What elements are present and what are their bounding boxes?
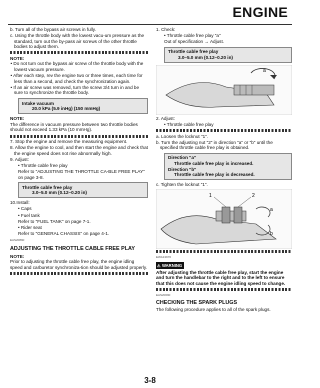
dash-rule bbox=[156, 129, 292, 132]
step-10-bullet: • Caps bbox=[18, 206, 32, 212]
spec-box-intake-vacuum bbox=[18, 98, 148, 114]
spec-value: 3.0–5.0 mm (0.12–0.20 in) bbox=[178, 54, 233, 60]
section-title: CHECKING THE SPARK PLUGS bbox=[156, 300, 238, 307]
note-bullet: • If an air screw was removed, turn the screw 3/4 turn in and be sure to synchronize the throttle body. bbox=[10, 84, 140, 96]
header-rule bbox=[8, 24, 292, 25]
section-text: The following procedure applies to all of the spark plugs. bbox=[156, 307, 271, 313]
dash-rule bbox=[10, 135, 148, 138]
direction-b-text: Throttle cable free play is decreased. bbox=[174, 172, 255, 178]
step-c2: c. Tighten the locknut "1". bbox=[156, 182, 208, 188]
step-10-bullet: • Rider seat bbox=[18, 224, 42, 230]
adjusting-nut-illustration bbox=[156, 189, 292, 249]
warning-text: After adjusting the throttle cable free play, start the engine and turn the handlebar to the right and to the left to ensure that this does not cause the engine idling speed to change. bbox=[156, 269, 286, 286]
step-9: 9. Adjust: bbox=[10, 156, 29, 162]
fig1-label-a: a bbox=[263, 67, 266, 74]
step-1-sub: Out of specification → Adjust. bbox=[164, 39, 225, 45]
warning-badge bbox=[156, 262, 184, 269]
warning-label: WARNING bbox=[161, 262, 183, 268]
adjusting-nut-figure bbox=[156, 189, 292, 249]
dash-rule bbox=[156, 250, 292, 253]
section-title: ADJUSTING THE THROTTLE CABLE FREE PLAY bbox=[10, 246, 135, 252]
dash-rule bbox=[10, 51, 148, 54]
note-heading: NOTE: bbox=[10, 253, 25, 259]
left-column bbox=[10, 27, 148, 276]
note-text: The difference in vacuum pressure between two throttle bodies should not exceed 1.33 kPa (10 mmHg). bbox=[10, 121, 138, 133]
spec-label: Throttle cable free play bbox=[168, 49, 219, 55]
step-8: 8. Allow the engine to cool, and then start the engine and check that the engine speed does not rise abnormally high. bbox=[10, 145, 148, 156]
direction-a: Direction "a" bbox=[168, 155, 197, 161]
spec-box-throttle-free-play bbox=[164, 47, 292, 63]
step-10: 10.Install: bbox=[10, 200, 30, 206]
section-code: EAS20690 bbox=[156, 292, 171, 297]
header-title: ENGINE bbox=[232, 4, 288, 20]
fig2-label-a: a bbox=[270, 206, 273, 213]
fig2-label-1: 1 bbox=[209, 192, 212, 199]
step-10-bullet: • Fuel tank bbox=[18, 212, 40, 218]
spec-value: 20.0 kPa (5.9 inHg) (150 mmHg) bbox=[32, 106, 101, 112]
spec-label: Intake vacuum bbox=[22, 100, 54, 106]
throttle-grip-figure bbox=[156, 65, 292, 115]
page-number: 3-8 bbox=[144, 376, 156, 385]
dash-rule bbox=[156, 288, 292, 291]
spec-box-throttle-free-play bbox=[18, 182, 148, 198]
note-heading: NOTE: bbox=[10, 55, 25, 61]
note-bullet: • Do not turn out the bypass air screw of the throttle body with the lowest vacuum pressure. bbox=[10, 61, 144, 73]
step-c: c. Using the throttle body with the lowest vacu-um pressure as the standard, turn out the by-pass air screws of the other throttle bodies to adjust them. bbox=[10, 33, 145, 50]
step-7: 7. Stop the engine and remove the measuring equipment. bbox=[10, 139, 128, 144]
step-9-bullet: • Throttle cable free play bbox=[18, 162, 68, 168]
direction-a-text: Throttle cable free play is increased. bbox=[174, 161, 254, 167]
spec-value: 3.0–5.0 mm (0.12–0.20 in) bbox=[32, 190, 87, 196]
warning-code: EWA13970 bbox=[156, 255, 172, 260]
warning-triangle-icon: ⚠ bbox=[157, 262, 161, 268]
note-text: Prior to adjusting the throttle cable free play, the engine idling speed and carburetor synchroniza-tion should be adjusted properly. bbox=[10, 259, 148, 270]
warning-block bbox=[156, 262, 292, 286]
note-bullet: • After each step, rev the engine two or three times, each time for less than a second, and check the synchronization again. bbox=[10, 73, 143, 84]
right-column bbox=[156, 27, 292, 313]
direction-box bbox=[164, 153, 292, 180]
step-1: 1. Check: bbox=[156, 27, 176, 32]
step-2: 2. Adjust: bbox=[156, 115, 175, 121]
note-heading: NOTE: bbox=[10, 116, 25, 122]
step-a: a. Loosen the locknut "1". bbox=[156, 133, 209, 139]
throttle-grip-illustration bbox=[156, 65, 292, 115]
spec-label: Throttle cable free play bbox=[22, 184, 73, 190]
step-b: b. Turn all of the bypass air screws in fully. bbox=[10, 27, 96, 32]
step-10-ref: Refer to "GENERAL CHASSIS" on page 4-1. bbox=[18, 230, 110, 236]
step-10-ref: Refer to "FUEL TANK" on page 7-1. bbox=[18, 218, 91, 224]
step-2-bullet: • Throttle cable free play bbox=[164, 122, 214, 128]
step-9-ref: Refer to "ADJUSTING THE THROTTLE CA-BLE FREE PLAY" on page 3-8. bbox=[18, 168, 145, 180]
step-b2: b. Turn the adjusting nut "2" in direction "a" or "b" until the specified throttle cable free play is obtained. bbox=[156, 139, 273, 151]
fig2-label-2: 2 bbox=[252, 192, 255, 199]
direction-b: Direction "b" bbox=[168, 166, 197, 172]
section-code: EAS20890 bbox=[10, 238, 25, 243]
fig2-label-b: b bbox=[270, 230, 273, 237]
dash-rule bbox=[10, 272, 148, 275]
step-1-bullet: • Throttle cable free play "a" bbox=[164, 33, 221, 39]
